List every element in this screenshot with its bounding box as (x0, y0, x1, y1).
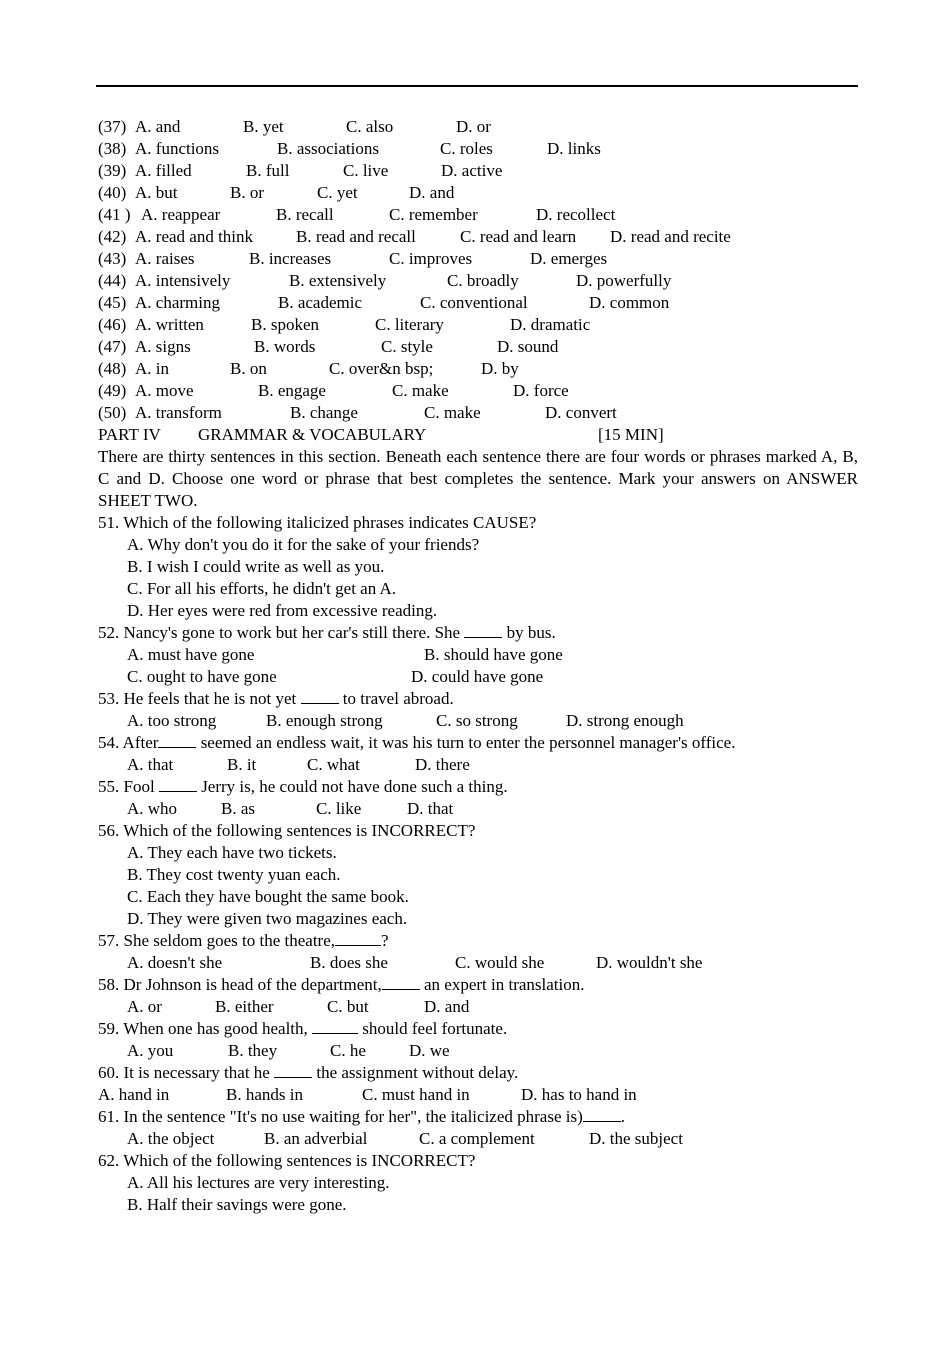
stem-text: 60. It is necessary that he (98, 1063, 270, 1082)
option-a: A. They each have two tickets. (127, 843, 337, 862)
exam-page (98, 116, 858, 1216)
cloze-row-37 (98, 116, 858, 138)
item-number: (46) (98, 315, 127, 334)
options-row (98, 710, 858, 732)
option-c: C. like (316, 799, 362, 818)
section-time: [15 MIN] (598, 425, 664, 444)
option-c: C. must hand in (362, 1085, 470, 1104)
question-stem (98, 732, 858, 754)
option-b: B. full (246, 161, 290, 180)
option-d: D. wouldn't she (596, 953, 703, 972)
stem-text: ? (381, 931, 389, 950)
option-c: C. Each they have bought the same book. (127, 887, 409, 906)
question-stem: 56. Which of the following sentences is INCORRECT? (98, 821, 476, 840)
option-b: B. read and recall (296, 227, 416, 246)
option-d: D. Her eyes were red from excessive reading. (127, 601, 438, 620)
stem-text: 61. In the sentence "It's no use waiting for her", the italicized phrase is) (98, 1107, 583, 1126)
stem-text: Jerry is, he could not have done such a thing. (201, 777, 508, 796)
option-a: A. move (135, 381, 194, 400)
stem-text: an expert in translation. (424, 975, 585, 994)
answer-blank (159, 776, 197, 792)
option-c: C. over&n bsp; (329, 359, 434, 378)
option-c: C. ought to have gone (127, 667, 277, 686)
option-b: B. yet (243, 117, 284, 136)
option-c: C. but (327, 997, 369, 1016)
option-c: C. he (330, 1041, 366, 1060)
options-row (98, 1128, 858, 1150)
option-c: C. style (381, 337, 433, 356)
option-d: D. that (407, 799, 454, 818)
stem-text: by bus. (506, 623, 556, 642)
option-a: A. hand in (98, 1085, 170, 1104)
item-number: (49) (98, 381, 127, 400)
option-b: B. words (254, 337, 316, 356)
option-d: D. dramatic (510, 315, 591, 334)
option-b: B. as (221, 799, 255, 818)
option-d: D. powerfully (576, 271, 672, 290)
option-a: A. must have gone (127, 645, 255, 664)
option-a: A. who (127, 799, 178, 818)
item-number: (38) (98, 139, 127, 158)
option-d: D. by (481, 359, 519, 378)
question-stem: 51. Which of the following italicized phrases indicates CAUSE? (98, 513, 537, 532)
item-number: (37) (98, 117, 127, 136)
answer-blank (464, 622, 502, 638)
cloze-row-44 (98, 270, 858, 292)
option-b: B. either (215, 997, 274, 1016)
option-a: A. the object (127, 1129, 215, 1148)
option-b: B. academic (278, 293, 363, 312)
option-a: A. charming (135, 293, 220, 312)
cloze-row-48 (98, 358, 858, 380)
option-a: A. read and think (135, 227, 254, 246)
option-c: C. so strong (436, 711, 518, 730)
option-d: D. convert (545, 403, 617, 422)
question-stem (98, 776, 858, 798)
option-b: B. increases (249, 249, 332, 268)
options-row (98, 666, 858, 688)
option-c: C. literary (375, 315, 444, 334)
options-row (98, 644, 858, 666)
option-b: B. does she (310, 953, 388, 972)
option-b: B. recall (276, 205, 334, 224)
option-d: D. recollect (536, 205, 616, 224)
option-b: B. it (227, 755, 257, 774)
stem-text: 55. Fool (98, 777, 155, 796)
option-b: B. extensively (289, 271, 387, 290)
cloze-row-43 (98, 248, 858, 270)
option-a: A. or (127, 997, 162, 1016)
stem-text: 54. After (98, 733, 159, 752)
option-b: B. on (230, 359, 267, 378)
option-b: B. hands in (226, 1085, 303, 1104)
option-a: A. signs (135, 337, 191, 356)
options-row (98, 1084, 858, 1106)
cloze-row-50 (98, 402, 858, 424)
option-a: A. doesn't she (127, 953, 223, 972)
cloze-row-38 (98, 138, 858, 160)
option-c: C. make (424, 403, 481, 422)
options-row (98, 754, 858, 776)
stem-text: should feel fortunate. (362, 1019, 508, 1038)
option-b: B. They cost twenty yuan each. (127, 865, 341, 884)
question-stem (98, 1106, 858, 1128)
header-rule (96, 85, 858, 87)
answer-blank (274, 1062, 312, 1078)
option-c: C. what (307, 755, 360, 774)
question-stem (98, 688, 858, 710)
stem-text: 58. Dr Johnson is head of the department, (98, 975, 382, 994)
option-d: D. read and recite (610, 227, 731, 246)
option-d: D. and (409, 183, 455, 202)
option-a: A. in (135, 359, 169, 378)
stem-text: 59. When one has good health, (98, 1019, 308, 1038)
option-c: C. broadly (447, 271, 519, 290)
answer-blank (382, 974, 420, 990)
options-row (98, 1040, 858, 1062)
option-d: D. common (589, 293, 670, 312)
option-a: A. Why don't you do it for the sake of your friends? (127, 535, 480, 554)
options-row (98, 952, 858, 974)
option-a: A. filled (135, 161, 192, 180)
option-d: D. force (513, 381, 569, 400)
item-number: (43) (98, 249, 127, 268)
option-c: C. roles (440, 139, 493, 158)
option-a: A. All his lectures are very interesting. (127, 1173, 390, 1192)
item-number: (47) (98, 337, 127, 356)
option-c: C. live (343, 161, 389, 180)
item-number: (44) (98, 271, 127, 290)
option-b: B. or (230, 183, 264, 202)
answer-blank (335, 930, 381, 946)
option-d: D. and (424, 997, 470, 1016)
option-b: B. spoken (251, 315, 319, 334)
cloze-row-47 (98, 336, 858, 358)
stem-text: 53. He feels that he is not yet (98, 689, 297, 708)
option-b: B. enough strong (266, 711, 383, 730)
option-d: D. there (415, 755, 470, 774)
option-d: D. could have gone (411, 667, 544, 686)
option-c: C. yet (317, 183, 358, 202)
option-d: D. the subject (589, 1129, 683, 1148)
stem-text: 57. She seldom goes to the theatre, (98, 931, 336, 950)
question-stem (98, 974, 858, 996)
option-b: B. change (290, 403, 358, 422)
option-a: A. functions (135, 139, 220, 158)
cloze-row-40 (98, 182, 858, 204)
question-stem (98, 1018, 858, 1040)
question-stem: 62. Which of the following sentences is INCORRECT? (98, 1151, 476, 1170)
question-stem (98, 1062, 858, 1084)
question-stem (98, 622, 858, 644)
cloze-row-39 (98, 160, 858, 182)
option-d: D. links (547, 139, 601, 158)
option-b: B. associations (277, 139, 379, 158)
option-b: B. I wish I could write as well as you. (127, 557, 385, 576)
stem-text: to travel abroad. (342, 689, 454, 708)
cloze-row-42 (98, 226, 858, 248)
section-instructions: There are thirty sentences in this section. Beneath each sentence there are four words or phrases marked A, B, C and D. Choose one word or phrase that best completes the sentence. Mark your answers on ANSWER SHEET TWO. (98, 447, 858, 510)
option-a: A. transform (135, 403, 222, 422)
option-c: C. make (392, 381, 449, 400)
question-stem (98, 930, 858, 952)
option-d: D. active (441, 161, 503, 180)
option-c: C. improves (389, 249, 473, 268)
option-a: A. that (127, 755, 174, 774)
part-label: PART IV (98, 425, 161, 444)
option-b: B. an adverbial (264, 1129, 368, 1148)
option-a: A. intensively (135, 271, 231, 290)
section-heading (98, 424, 858, 446)
option-c: C. also (346, 117, 394, 136)
answer-blank (312, 1018, 358, 1034)
option-c: C. read and learn (460, 227, 577, 246)
stem-text: 52. Nancy's gone to work but her car's still there. She (98, 623, 461, 642)
cloze-row-49 (98, 380, 858, 402)
option-c: C. would she (455, 953, 545, 972)
item-number: (48) (98, 359, 127, 378)
option-a: A. too strong (127, 711, 217, 730)
option-d: D. has to hand in (521, 1085, 637, 1104)
options-row (98, 996, 858, 1018)
option-d: D. strong enough (566, 711, 684, 730)
item-number: (39) (98, 161, 127, 180)
option-d: D. emerges (530, 249, 608, 268)
option-d: D. or (456, 117, 491, 136)
option-a: A. but (135, 183, 178, 202)
option-b: B. they (228, 1041, 278, 1060)
option-a: A. you (127, 1041, 174, 1060)
item-number: (50) (98, 403, 127, 422)
option-a: A. raises (135, 249, 195, 268)
section-title: GRAMMAR & VOCABULARY (198, 425, 427, 444)
answer-blank (301, 688, 339, 704)
option-c: C. a complement (419, 1129, 535, 1148)
item-number: (45) (98, 293, 127, 312)
item-number: (41 ) (98, 205, 131, 224)
option-d: D. sound (497, 337, 559, 356)
cloze-row-45 (98, 292, 858, 314)
option-c: C. remember (389, 205, 478, 224)
option-a: A. written (135, 315, 204, 334)
stem-text: . (620, 1107, 626, 1126)
stem-text: seemed an endless wait, it was his turn to enter the personnel manager's office. (200, 733, 736, 752)
option-c: C. conventional (420, 293, 528, 312)
answer-blank (583, 1106, 621, 1122)
stem-text: the assignment without delay. (316, 1063, 519, 1082)
item-number: (40) (98, 183, 127, 202)
option-c: C. For all his efforts, he didn't get an A. (127, 579, 397, 598)
option-a: A. and (135, 117, 181, 136)
cloze-row-41 (98, 204, 858, 226)
option-a: A. reappear (141, 205, 221, 224)
answer-blank (158, 732, 196, 748)
option-b: B. engage (258, 381, 326, 400)
options-row (98, 798, 858, 820)
item-number: (42) (98, 227, 127, 246)
option-b: B. should have gone (424, 645, 563, 664)
option-d: D. we (409, 1041, 450, 1060)
option-b: B. Half their savings were gone. (127, 1195, 347, 1214)
cloze-row-46 (98, 314, 858, 336)
option-d: D. They were given two magazines each. (127, 909, 408, 928)
